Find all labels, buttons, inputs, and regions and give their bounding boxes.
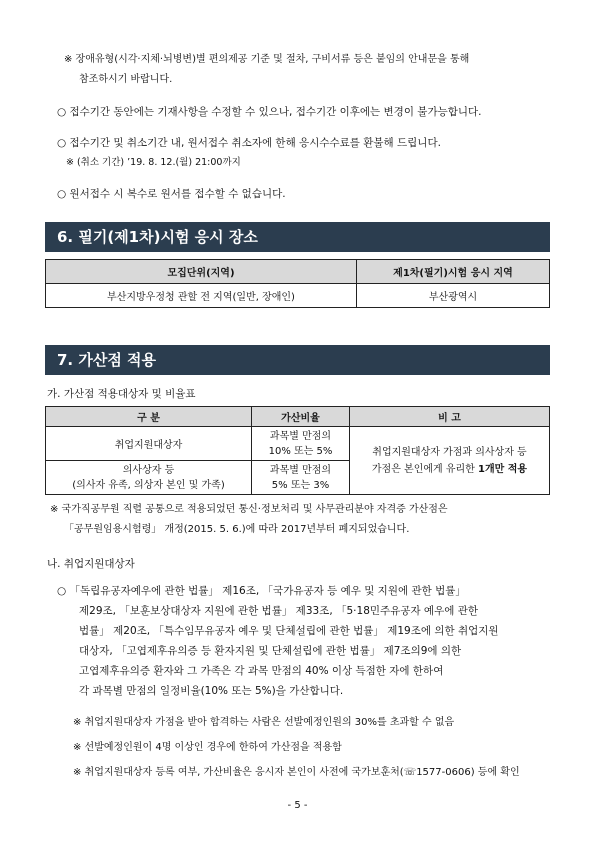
para-line: 각 과목별 만점의 일정비율(10% 또는 5%)을 가산합니다. <box>79 685 344 697</box>
header-rate: 가산비율 <box>252 407 350 427</box>
employment-paragraph <box>57 581 557 701</box>
employment-notes <box>73 710 553 785</box>
casualty-rate-line2: 5% 또는 3% <box>271 479 330 491</box>
cell-employment-rate <box>252 427 350 461</box>
note-certificate-line2: 「공무원임용시험령」 개정(2015. 5. 6.)에 따라 2017년부터 폐지되었습니다. <box>64 524 410 535</box>
bullet-refund-note: ※ (취소 기간) ’19. 8. 12.(월) 21:00까지 <box>66 157 241 168</box>
note-certificate-line1: ※ 국가직공무원 직렬 공통으로 적용되었던 통신·정보처리 및 사무관리분야 자격증 가산점은 <box>50 504 448 515</box>
header-exam-region: 제1차(필기)시험 응시 지역 <box>357 260 550 284</box>
subsection-b-title: 나. 취업지원대상자 <box>47 558 135 570</box>
bullet-refund: ○ 접수기간 및 취소기간 내, 원서접수 취소자에 한해 응시수수료를 환불해 드립니다. <box>57 137 441 149</box>
para-line: 법률」 제20조, 「특수임무유공자 예우 및 단체설립에 관한 법률」 제19조에 의한 취업지원 <box>79 625 499 637</box>
subsection-a-title: 가. 가산점 적용대상자 및 비율표 <box>47 388 196 400</box>
note-disability <box>64 50 554 90</box>
bullet-multiple: ○ 원서접수 시 복수로 원서를 접수할 수 없습니다. <box>57 188 286 200</box>
cell-employment-target: 취업지원대상자 <box>46 427 252 461</box>
cell-casualty-target <box>46 461 252 495</box>
cell-recruit-unit: 부산지방우정청 관할 전 지역(일반, 장애인) <box>46 284 357 308</box>
cell-remark <box>350 427 550 495</box>
remark-line2-text: 가점은 본인에게 유리한 <box>371 463 479 475</box>
sub-note: ※ 취업지원대상자 등록 여부, 가산비율은 응시자 본인이 사전에 국가보훈처(☏1577-0606) 등에 확인 <box>73 767 520 778</box>
note-certificate <box>50 500 555 540</box>
bonus-table <box>45 406 550 495</box>
remark-line2 <box>350 461 549 478</box>
casualty-label-line2: (의사자 유족, 의상자 본인 및 가족) <box>72 479 225 491</box>
header-recruit-unit: 모집단위(지역) <box>46 260 357 284</box>
sub-note: ※ 취업지원대상자 가점을 받아 합격하는 사람은 선발예정인원의 30%를 초과할 수 없음 <box>73 717 455 728</box>
note-disability-line1: ※ 장애유형(시각·지체·뇌병변)별 편의제공 기준 및 절차, 구비서류 등은 붙임의 안내문을 통해 <box>64 54 470 65</box>
employment-rate-line2: 10% 또는 5% <box>268 445 333 457</box>
para-line: 제29조, 「보훈보상대상자 지원에 관한 법률」 제33조, 「5·18민주유공자 예우에 관한 <box>79 605 478 617</box>
page-number: - 5 - <box>287 800 308 811</box>
para-line: 대상자, 「고엽제후유의증 등 환자지원 및 단체설립에 관한 법률」 제7조의9에 의한 <box>79 645 462 657</box>
section7-title: 7. 가산점 적용 <box>45 345 550 375</box>
employment-rate-line1: 과목별 만점의 <box>269 430 332 442</box>
casualty-label-line1: 의사상자 등 <box>122 464 175 476</box>
note-disability-line2: 참조하시기 바랍니다. <box>79 74 173 85</box>
para-line: 고엽제후유의증 환자와 그 가족은 각 과목 만점의 40% 이상 득점한 자에 한하여 <box>79 665 444 677</box>
cell-casualty-rate <box>252 461 350 495</box>
sub-note: ※ 선발예정인원이 4명 이상인 경우에 한하여 가산점을 적용함 <box>73 742 342 753</box>
header-remark: 비 고 <box>350 407 550 427</box>
header-category: 구 분 <box>46 407 252 427</box>
casualty-rate-line1: 과목별 만점의 <box>269 464 332 476</box>
para-line: ○ 「독립유공자예우에 관한 법률」 제16조, 「국가유공자 등 예우 및 지원에 관한 법률」 <box>57 585 466 597</box>
cell-exam-region: 부산광역시 <box>357 284 550 308</box>
section6-table <box>45 259 550 308</box>
section6-title: 6. 필기(제1차)시험 응시 장소 <box>45 222 550 252</box>
remark-emphasis: 1개만 적용 <box>478 463 528 475</box>
remark-line1: 취업지원대상자 가점과 의사상자 등 <box>372 446 527 458</box>
bullet-edit-period: ○ 접수기간 동안에는 기재사항을 수정할 수 있으나, 접수기간 이후에는 변경이 불가능합니다. <box>57 106 482 118</box>
